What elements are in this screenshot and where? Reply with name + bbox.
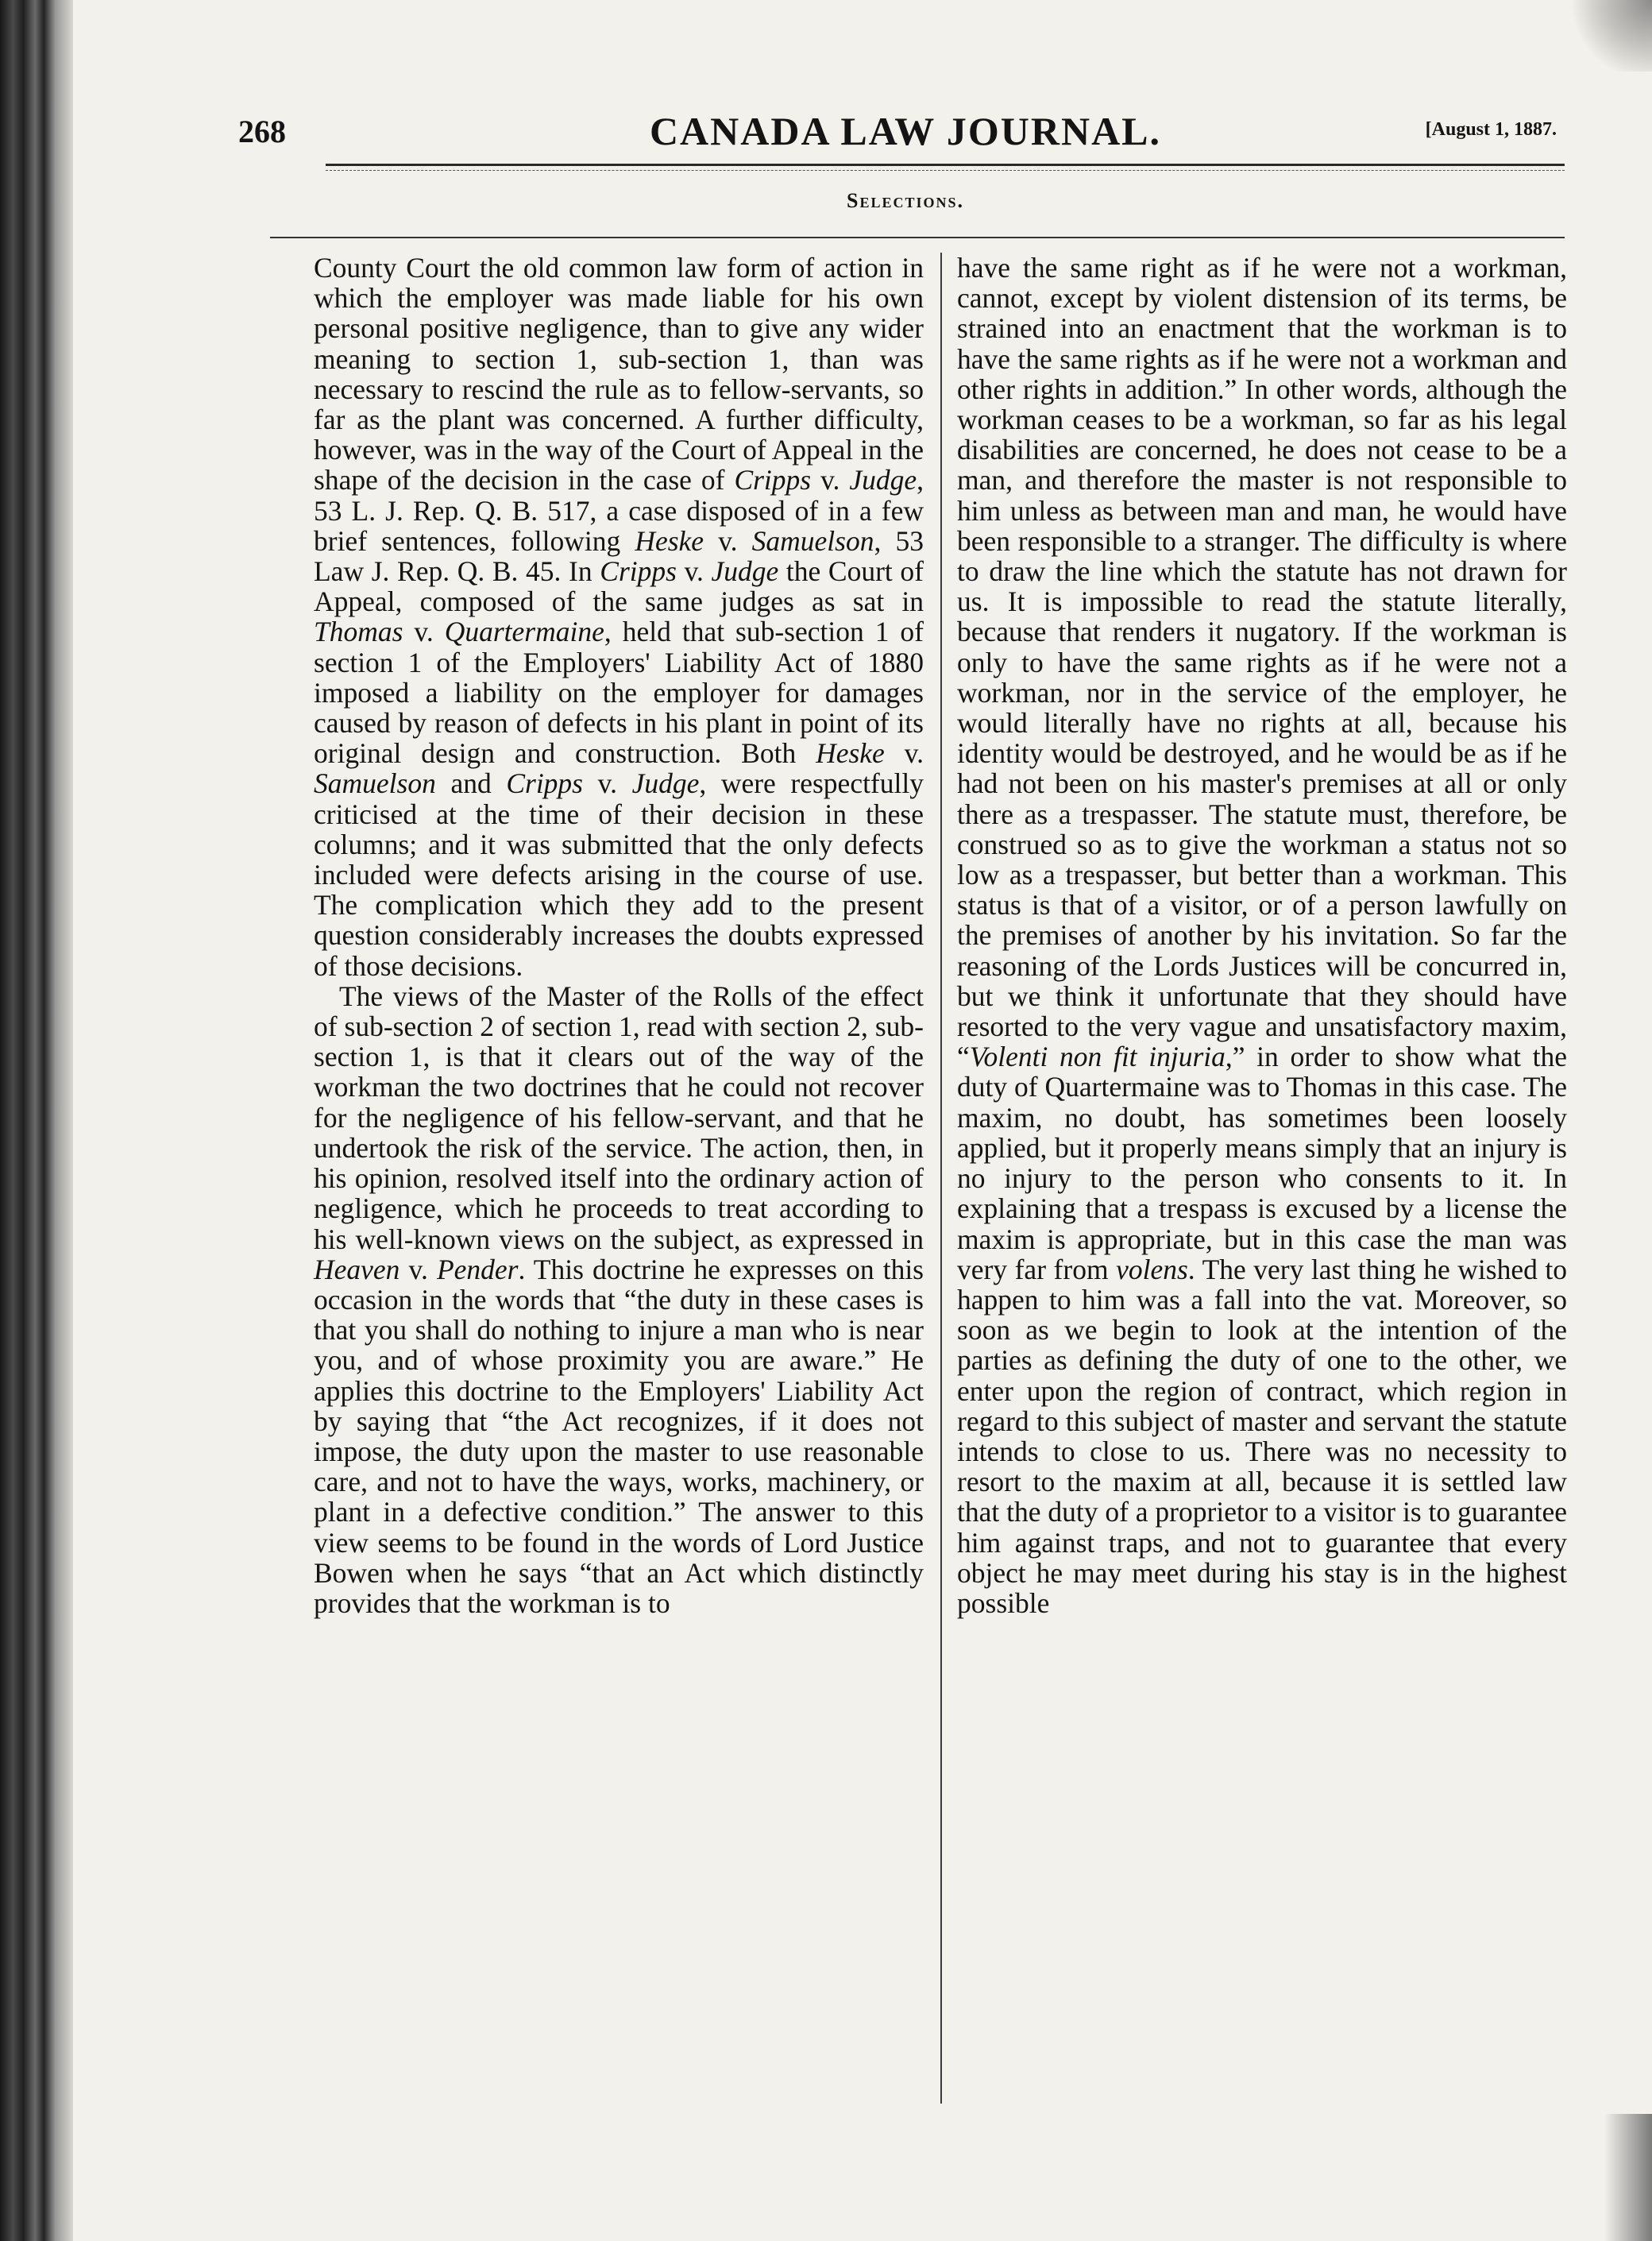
- header-rule-dashed: [326, 170, 1565, 171]
- section-rule: [270, 237, 1565, 238]
- paragraph: have the same right as if he were not a workman, cannot, except by violent distension of its terms, be strained into an enactment that the workman is to have the same rights as if he were not a workman and other rights in addition.” In other words, although the workman ceases to be a workman, so far as his legal disabilities are concerned, he does not cease to be a man, and therefore the master is not responsible to him unless as between man and man, he would have been responsible to a stranger. The difficulty is where to draw the line which the statute has not drawn for us. It is impossible to read the statute literally, because that renders it nugatory. If the workman is only to have the same rights as if he were not a workman, nor in the service of the employer, he would literally have no rights at all, because his identity would be destroyed, and he would be as if he had not been on his master's premises at all or only there as a trespasser. The statute must, therefore, be construed so as to give the workman a status not so low as a trespasser, but better than a workman. This status is that of a visitor, or of a person lawfully on the premises of another by his invitation. So far the reasoning of the Lords Justices will be concurred in, but we think it unfortunate that they should have resorted to the very vague and unsatisfactory maxim, “Volenti non fit injuria,” in order to show what the duty of Quartermaine was to Thomas in this case. The maxim, no doubt, has sometimes been loosely applied, but it properly means simply that an injury is no injury to the person who consents to it. In explaining that a trespass is excused by a license the maxim is appropriate, but in this case the man was very far from volens. The very last thing he wished to happen to him was a fall into the vat. Moreover, so soon as we begin to look at the intention of the parties as defining the duty of one to the other, we enter upon the region of contract, which region in regard to this subject of master and servant the statute intends to close to us. There was no necessity to resort to the maxim at all, because it is settled law that the duty of a proprietor to a visitor is to guarantee him against traps, and not to guarantee that every object he may meet during his stay is in the highest possible: [957, 252, 1567, 1619]
- right-column: [957, 253, 1567, 1618]
- book-binding-shadow: [0, 0, 73, 2241]
- paragraph: The views of the Master of the Rolls of the effect of sub-section 2 of section 1, read with section 2, sub-section 1, is that it clears out of the way of the workman the two doctrines that he could not recover for the negligence of his fellow-servant, and that he undertook the risk of the service. The action, then, in his opinion, resolved itself into the ordinary action of negligence, which he proceeds to treat according to his well-known views on the subject, as expressed in Heaven v. Pender. This doctrine he expresses on this occasion in the words that “the duty in these cases is that you shall do nothing to injure a man who is near you, and of whose proximity you are aware.” He applies this doctrine to the Employers' Liability Act by saying that “the Act recognizes, if it does not impose, the duty upon the master to use reasonable care, and not to have the ways, works, machinery, or plant in a defective condition.” The answer to this view seems to be found in the words of Lord Justice Bowen when he says “that an Act which distinctly provides that the workman is to: [314, 979, 924, 1619]
- page-edge-shadow: [1604, 2114, 1652, 2241]
- paragraph: County Court the old common law form of action in which the employer was made liable for his own personal positive negligence, than to give any wider meaning to section 1, sub-section 1, than was necessary to rescind the rule as to fellow-servants, so far as the plant was concerned. A further difficulty, however, was in the way of the Court of Appeal in the shape of the decision in the case of Cripps v. Judge, 53 L. J. Rep. Q. B. 517, a case disposed of in a few brief sentences, following Heske v. Samuelson, 53 Law J. Rep. Q. B. 45. In Cripps v. Judge the Court of Appeal, composed of the same judges as sat in Thomas v. Quartermaine, held that sub-section 1 of section 1 of the Employers' Liability Act of 1880 imposed a liability on the employer for damages caused by reason of defects in his plant in point of its original design and construction. Both Heske v. Samuelson and Cripps v. Judge, were respectfully criticised at the time of their decision in these columns; and it was submitted that the only defects included were defects arising in the course of use. The complication which they add to the present question considerably increases the doubts expressed of those decisions.: [314, 252, 924, 982]
- page-corner-wear: [1565, 0, 1652, 71]
- header-rule: [326, 164, 1565, 166]
- running-header: [238, 108, 1573, 159]
- left-column: [314, 253, 924, 1618]
- journal-page: [238, 0, 1573, 2241]
- journal-title: CANADA LAW JOURNAL.: [649, 109, 1162, 153]
- page-number: 268: [238, 114, 286, 149]
- section-heading: Selections.: [847, 189, 964, 212]
- issue-date: [August 1, 1887.: [1425, 119, 1557, 140]
- column-divider: [940, 253, 942, 2104]
